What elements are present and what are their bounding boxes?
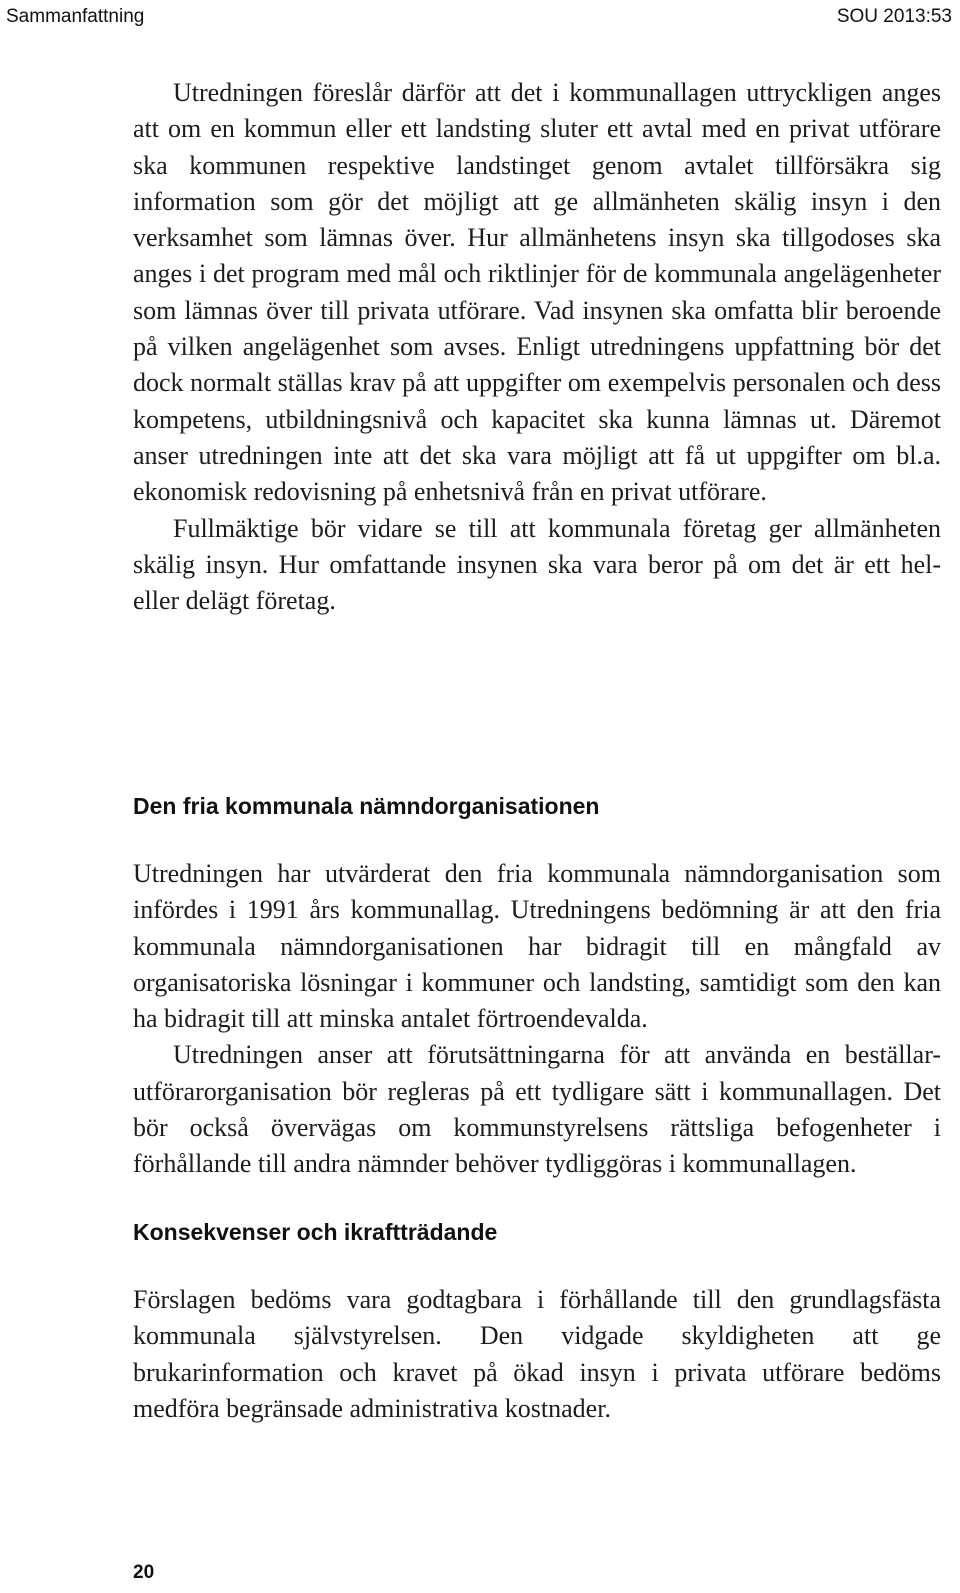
section-heading: Konsekvenser och ikraftträdande xyxy=(133,1219,498,1245)
paragraph: Utredningen föreslår därför att det i kommunallagen uttryckligen anges att om en kommun eller ett landsting sluter ett avtal med en privat utförare ska kommunen respektive landstinget genom avtalet tillförsäkra sig information som gör det möjligt att ge allmänheten skälig insyn i den verksamhet som lämnas över. Hur allmänhetens insyn ska tillgodoses ska anges i det program med mål och riktlinjer för de kommunala angelägenheter som lämnas över till privata utförare. Vad insynen ska omfatta blir beroende på vilken angelägenhet som avses. Enligt utredningens uppfattning bör det dock normalt ställas krav på att uppgifter om exempelvis personalen och dess kompetens, utbildningsnivå och kapacitet ska kunna lämnas ut. Däremot anser utredningen inte att det ska vara möjligt att få ut uppgifter om bl.a. ekonomisk redovisning på enhetsnivå från en privat utförare. xyxy=(133,78,941,507)
section-body xyxy=(133,1282,941,1427)
section-body xyxy=(133,856,941,1183)
section-heading: Den fria kommunala nämndorganisationen xyxy=(133,793,600,819)
page-number: 20 xyxy=(133,1562,155,1583)
paragraph: Förslagen bedöms vara godtagbara i förhållande till den grundlagsfästa kommunala självstyrelsen. Den vidgade skyldigheten att ge brukarinformation och kravet på ökad insyn i privata utförare bedöms medföra begränsade administrativa kostnader. xyxy=(133,1285,941,1423)
paragraph: Utredningen anser att förutsättningarna för att använda en beställar-utförarorganisation bör regleras på ett tydligare sätt i kommunallagen. Det bör också övervägas om kommunstyrelsens rättsliga befogenheter i förhållande till andra nämnder behöver tydliggöras i kommunallagen. xyxy=(133,1040,941,1179)
intro-section xyxy=(133,75,941,619)
paragraph: Utredningen har utvärderat den fria kommunala nämndorganisation som infördes i 1991 års kommunallag. Utredningens bedömning är att den fria kommunala nämndorganisationen har bidragit till en mångfald av organisatoriska lösningar i kommuner och landsting, samtidigt som den kan ha bidragit till att minska antalet förtroendevalda. xyxy=(133,859,941,1034)
running-header-report-id: SOU 2013:53 xyxy=(836,6,952,27)
paragraph: Fullmäktige bör vidare se till att kommunala företag ger allmänheten skälig insyn. Hur omfattande insynen ska vara beror på om det är ett hel- eller delägt företag. xyxy=(133,513,941,616)
running-header-section: Sammanfattning xyxy=(6,6,145,27)
